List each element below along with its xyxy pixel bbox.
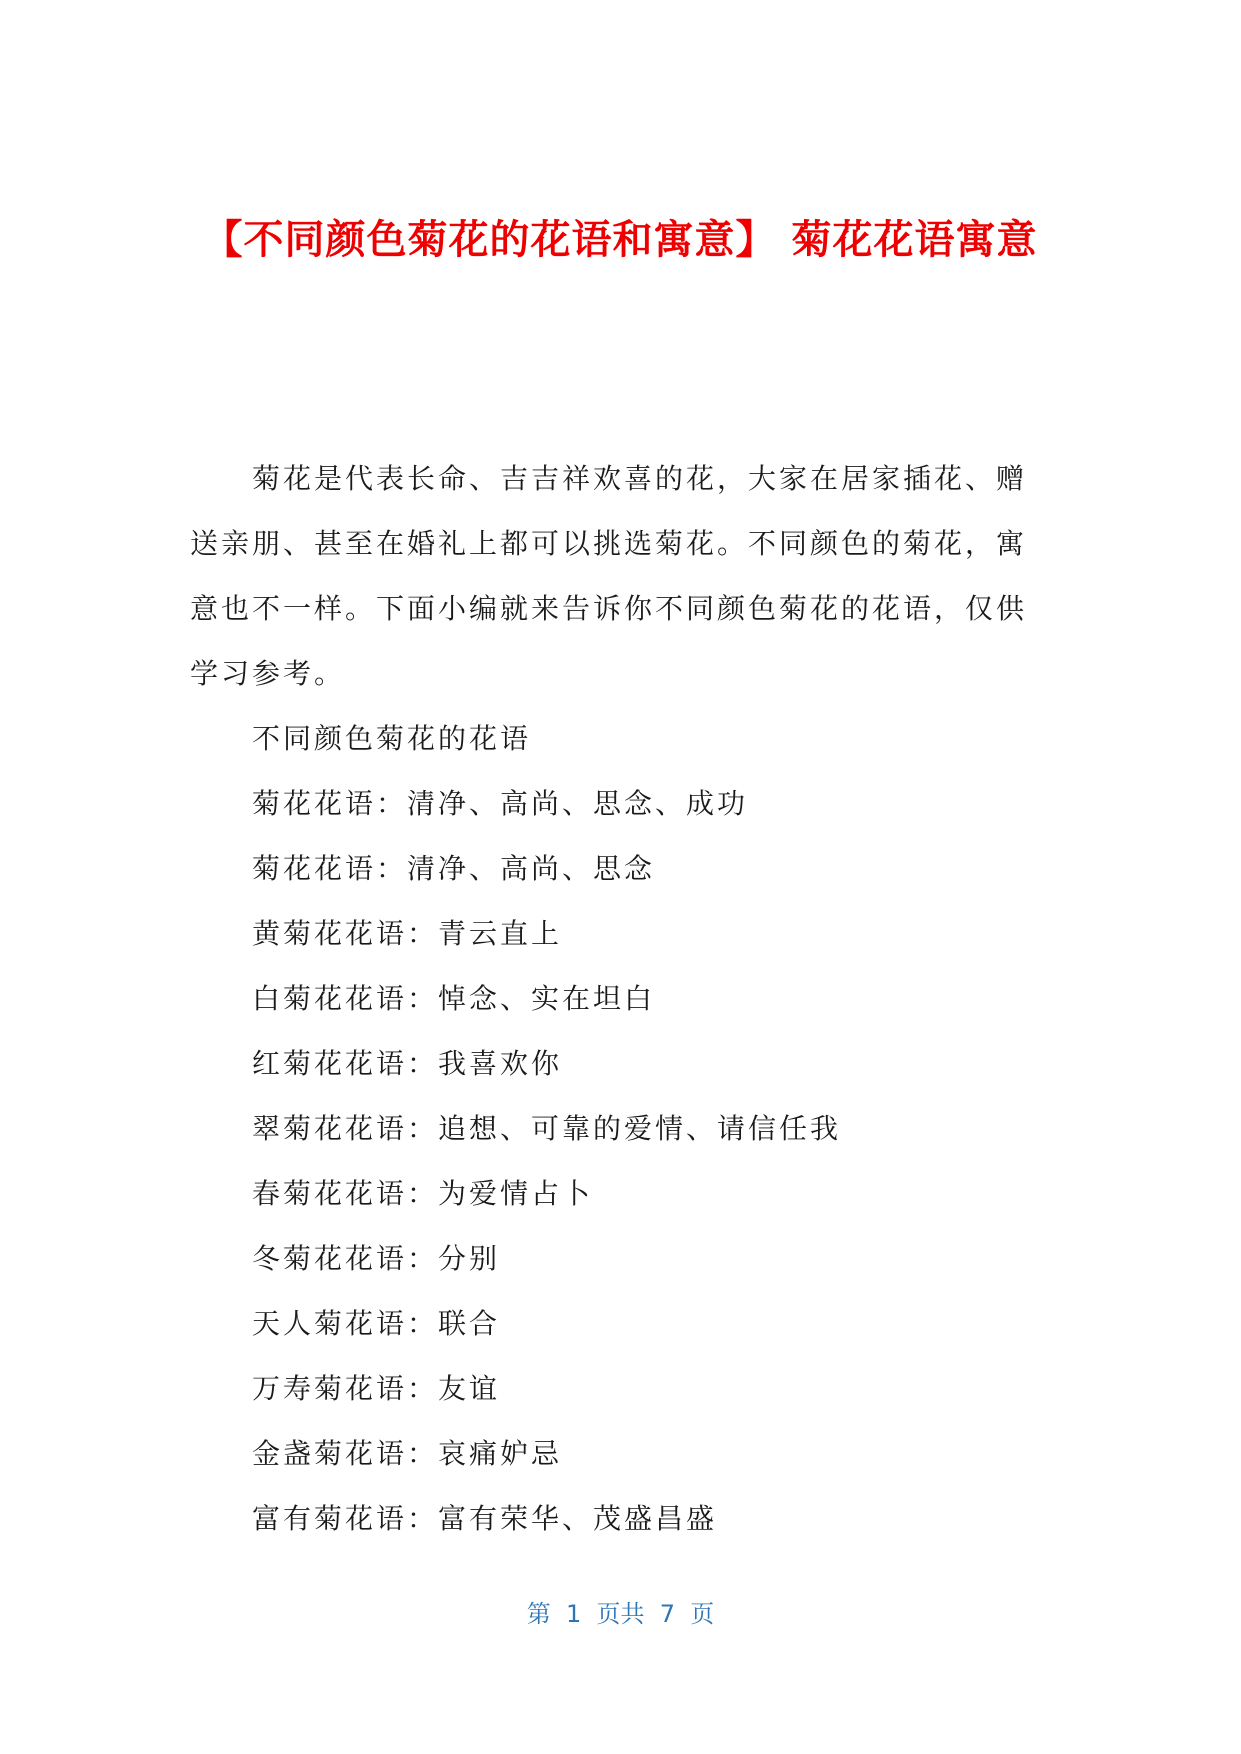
intro-paragraph: 菊花是代表长命、吉吉祥欢喜的花，大家在居家插花、赠送亲朋、甚至在婚礼上都可以挑选菊花。不同颜色的菊花，寓意也不一样。下面小编就来告诉你不同颜色菊花的花语，仅供学习参考。 <box>190 462 1028 690</box>
flower-language-line: 金盏菊花语：哀痛妒忌 <box>252 1437 563 1470</box>
flower-language-line: 翠菊花花语：追想、可靠的爱情、请信任我 <box>252 1112 842 1145</box>
flower-language-line: 春菊花花语：为爱情占卜 <box>252 1177 594 1210</box>
flower-language-line: 红菊花花语：我喜欢你 <box>252 1047 563 1080</box>
page-number-footer: 第 1 页共 7 页 <box>526 1600 715 1628</box>
flower-language-line: 冬菊花花语：分别 <box>252 1242 501 1275</box>
flower-language-line: 菊花花语：清净、高尚、思念、成功 <box>252 787 749 820</box>
flower-language-line: 白菊花花语：悼念、实在坦白 <box>252 982 656 1015</box>
flower-language-line: 富有菊花语：富有荣华、茂盛昌盛 <box>252 1502 718 1535</box>
flower-language-line: 万寿菊花语：友谊 <box>252 1372 501 1405</box>
document-title: 【不同颜色菊花的花语和寓意】 菊花花语寓意 <box>202 217 1038 263</box>
section-heading: 不同颜色菊花的花语 <box>252 722 532 755</box>
flower-language-line: 黄菊花花语：青云直上 <box>252 917 563 950</box>
document-body <box>190 446 1035 1551</box>
flower-language-line: 天人菊花语：联合 <box>252 1307 501 1340</box>
flower-language-line: 菊花花语：清净、高尚、思念 <box>252 852 656 885</box>
